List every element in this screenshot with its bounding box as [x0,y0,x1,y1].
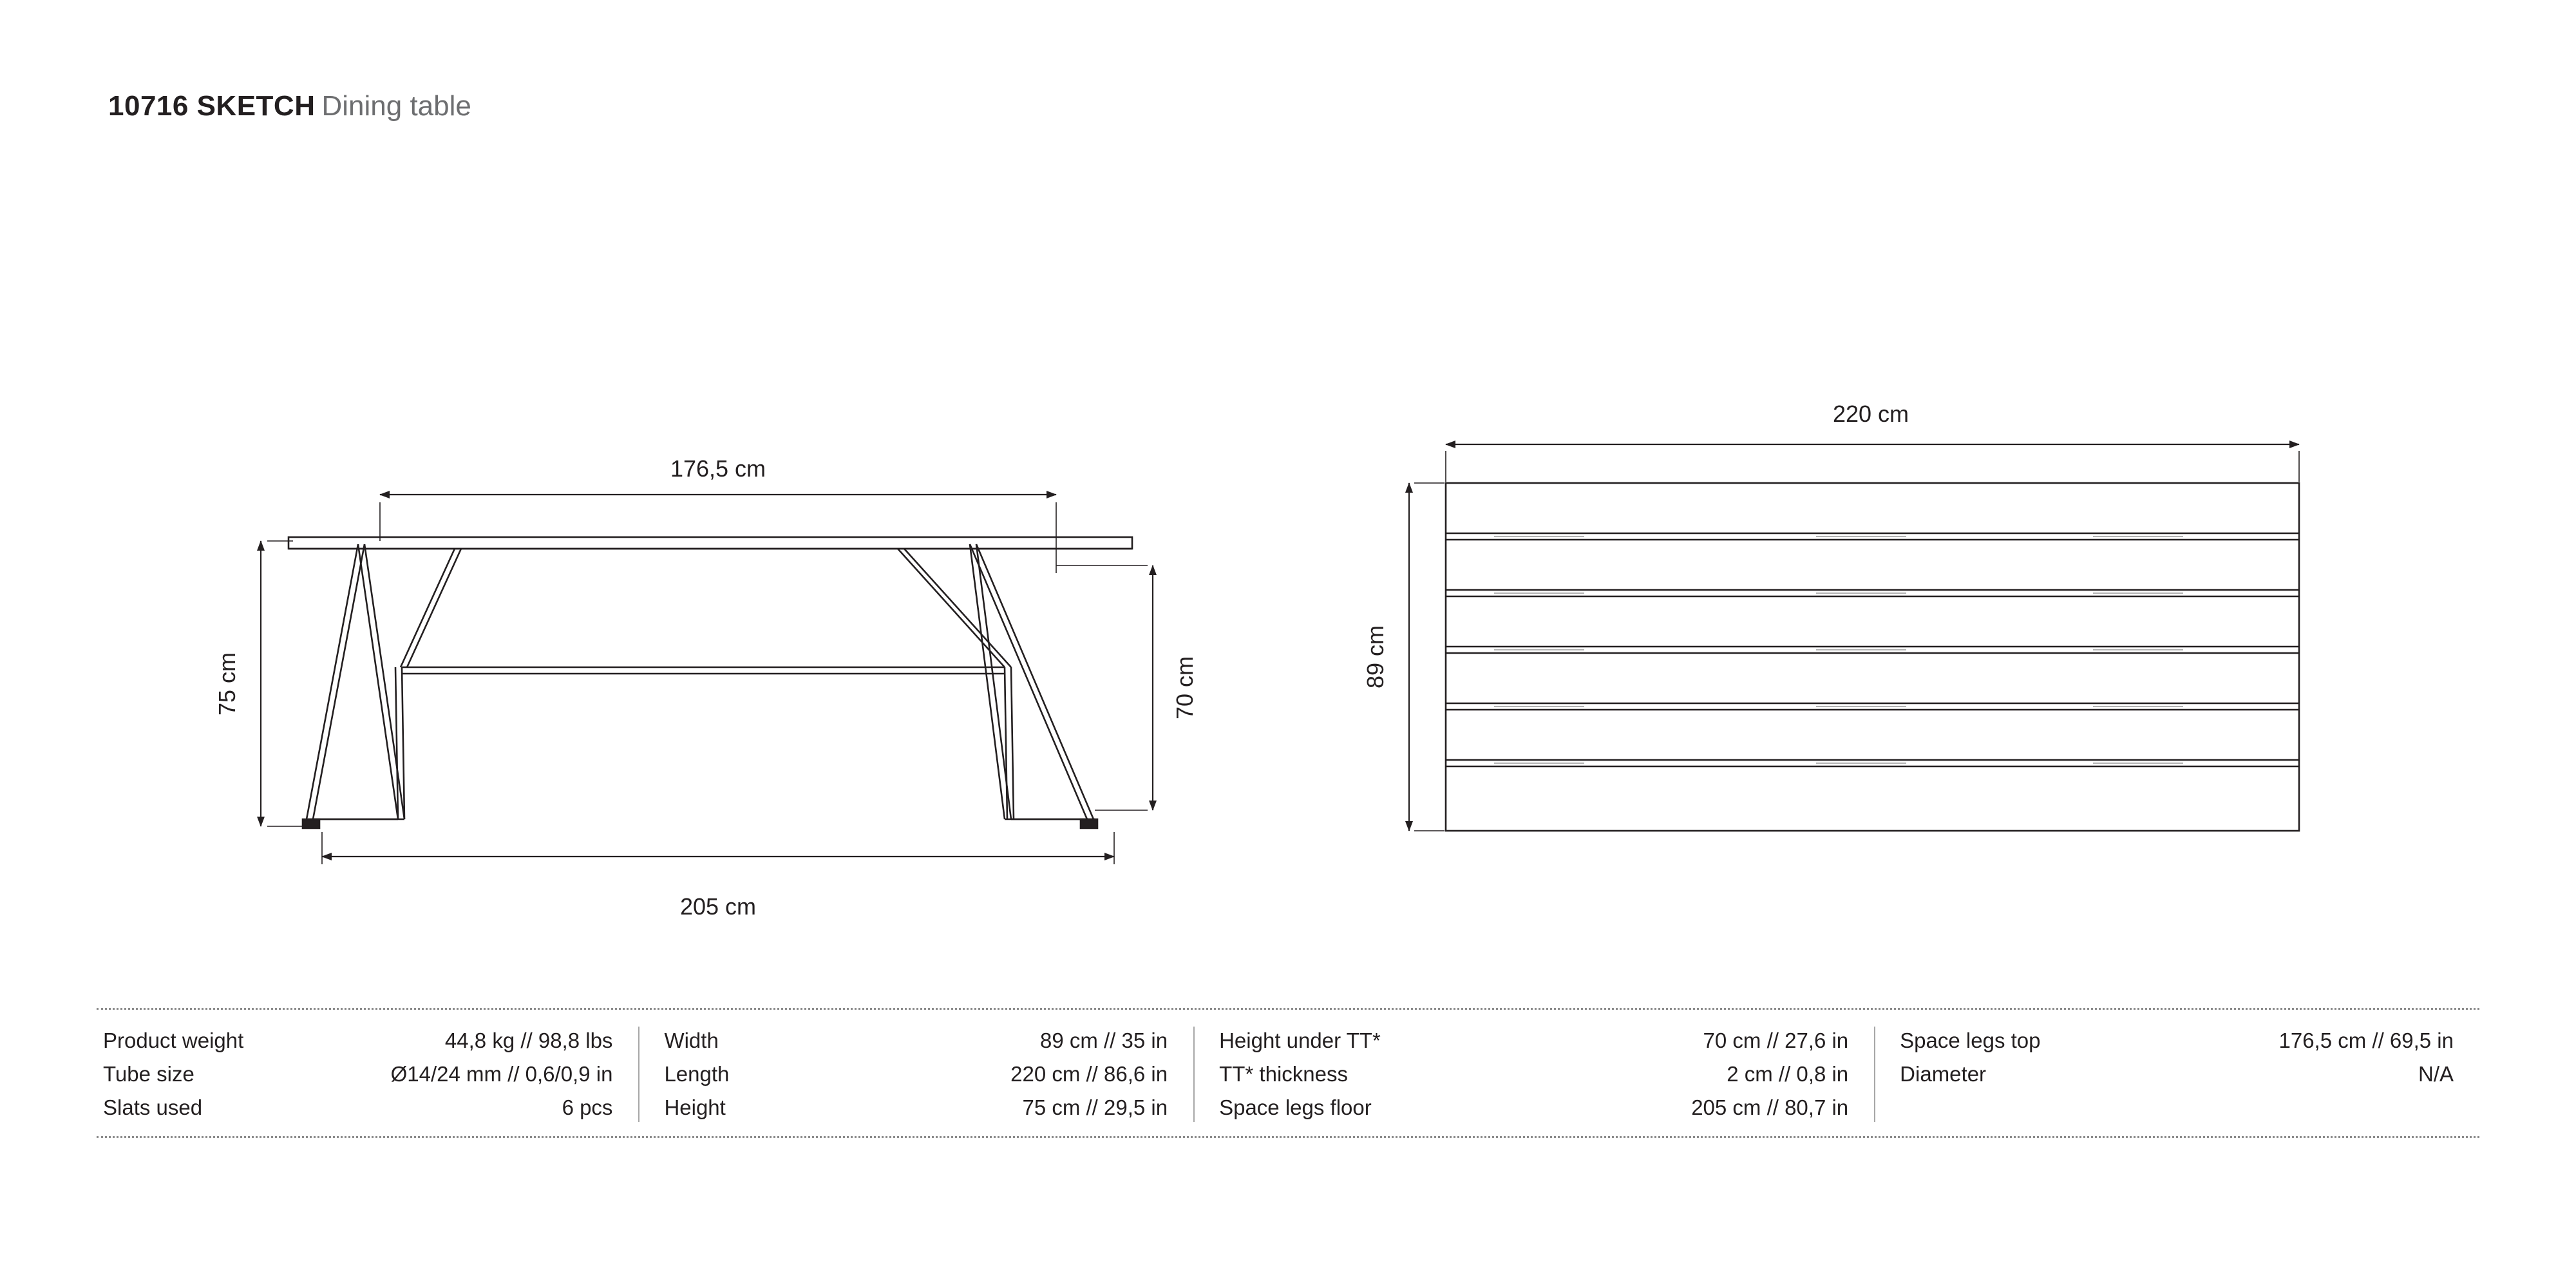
spec-label: Diameter [1900,1062,1987,1086]
spec-value: 205 cm // 80,7 in [1691,1095,1849,1119]
spec-label: Width [664,1029,719,1052]
spec-value: 75 cm // 29,5 in [1022,1095,1168,1119]
spec-row [103,1091,612,1124]
spec-label: Height [664,1095,726,1119]
product-code: 10716 SKETCH [108,90,316,122]
spec-label: Space legs floor [1219,1095,1372,1119]
spec-row [664,1091,1168,1124]
spec-column-dimensions [638,1024,1193,1124]
specifications-table [97,1008,2479,1138]
product-name: Dining table [321,90,471,122]
dimension-side-top [380,495,1056,573]
spec-value: 44,8 kg // 98,8 lbs [444,1029,613,1052]
top-view-table [1446,483,2299,831]
table-bottom-divider [97,1136,2479,1138]
spec-column-clearances [1193,1024,1874,1124]
spec-row [1219,1024,1848,1057]
spec-label: Slats used [103,1095,203,1119]
dimension-label-top-width: 220 cm [1832,401,1909,427]
spec-label: Height under TT* [1219,1029,1381,1052]
spec-value: N/A [2418,1062,2454,1086]
dimension-label-side-bottom: 205 cm [679,893,757,920]
dimension-side-bottom [322,832,1114,864]
spec-value: 176,5 cm // 69,5 in [2278,1029,2454,1052]
side-view-table [289,537,1132,828]
spec-label: Product weight [103,1029,244,1052]
spec-row [1900,1024,2454,1057]
dimension-label-top-depth: 89 cm [1362,625,1388,689]
dimension-label-side-right: 70 cm [1171,656,1198,720]
spec-value: 220 cm // 86,6 in [1010,1062,1168,1086]
spec-label: Space legs top [1900,1029,2041,1052]
dimension-top-width [1446,444,2299,482]
dimension-top-depth [1409,483,1444,831]
spec-row [664,1057,1168,1091]
spec-label: Length [664,1062,730,1086]
spec-row [103,1024,612,1057]
dimension-side-right [1056,565,1153,810]
spec-column-general [97,1024,638,1124]
spec-label: TT* thickness [1219,1062,1348,1086]
spec-value: Ø14/24 mm // 0,6/0,9 in [390,1062,613,1086]
dimension-side-left [261,541,309,826]
spec-value: 2 cm // 0,8 in [1727,1062,1849,1086]
spec-row [1219,1057,1848,1091]
spec-row [103,1057,612,1091]
spec-row [1219,1091,1848,1124]
spec-row [1900,1057,2454,1091]
spec-row [664,1024,1168,1057]
dimension-label-side-left: 75 cm [214,652,240,716]
spec-value: 89 cm // 35 in [1039,1029,1168,1052]
dimension-label-side-top: 176,5 cm [670,455,766,482]
spec-column-legs [1874,1024,2479,1124]
spec-label: Tube size [103,1062,194,1086]
spec-value: 6 pcs [562,1095,613,1119]
spec-value: 70 cm // 27,6 in [1703,1029,1849,1052]
